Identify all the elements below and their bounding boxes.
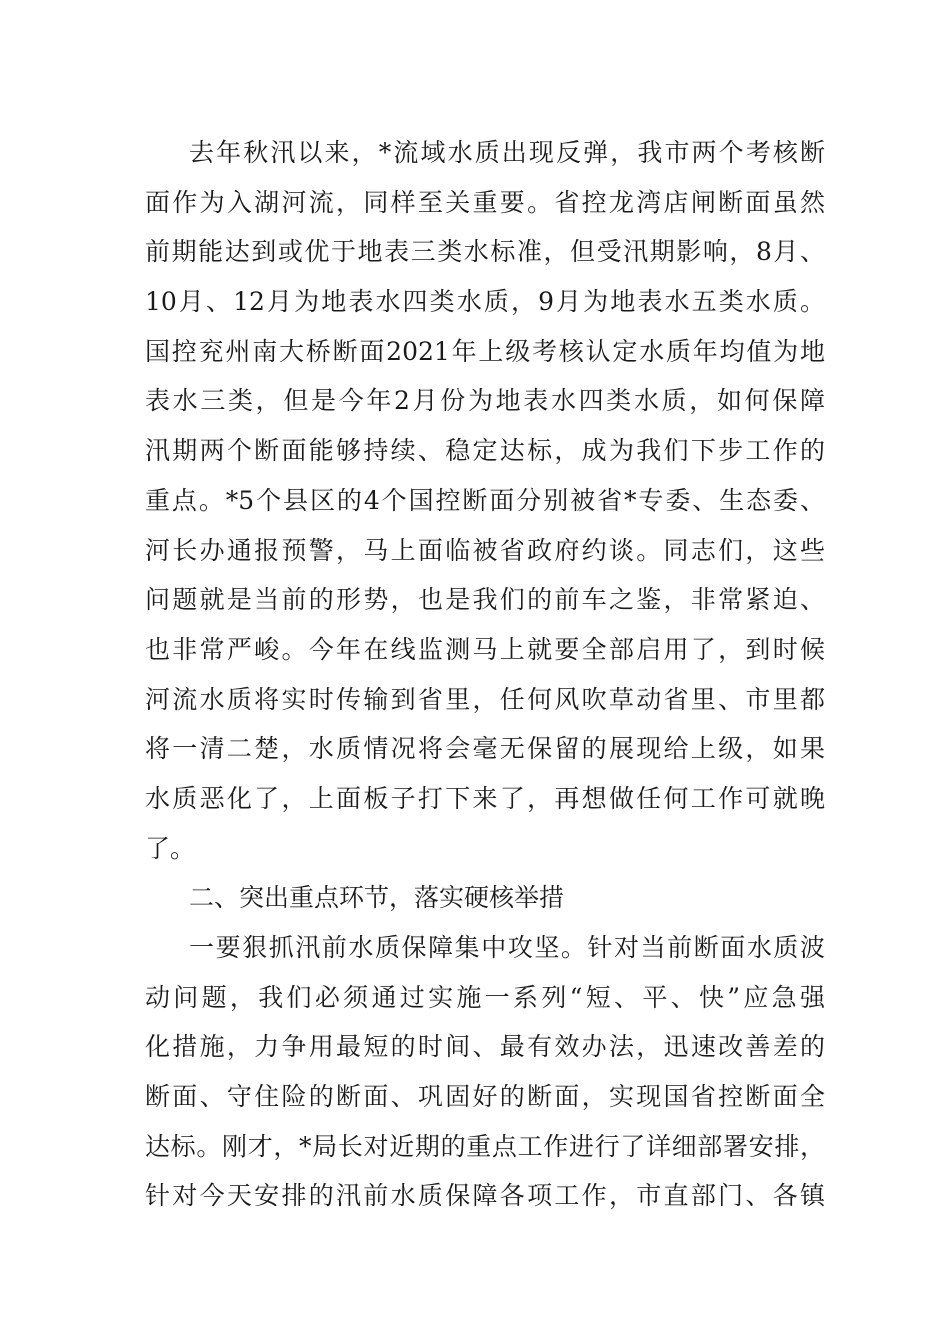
paragraph-line: 将一清二楚，水质情况将会毫无保留的展现给上级，如果 (145, 734, 825, 764)
paragraph-line: 国控兖州南大桥断面2021年上级考核认定水质年均值为地 (145, 336, 825, 366)
paragraph-line: 水质恶化了，上面板子打下来了，再想做任何工作可就晚 (145, 783, 825, 813)
paragraph-line: 动问题，我们必须通过实施一系列“短、平、快”应急强 (145, 982, 825, 1012)
paragraph-line: 河流水质将实时传输到省里，任何风吹草动省里、市里都 (145, 684, 825, 714)
paragraph-line: 化措施，力争用最短的时间、最有效办法，迅速改善差的 (145, 1032, 825, 1062)
paragraph-line: 了。 (145, 833, 196, 863)
paragraph-line: 面作为入湖河流，同样至关重要。省控龙湾店闸断面虽然 (145, 187, 825, 217)
paragraph-line: 前期能达到或优于地表三类水标准，但受汛期影响，8月、 (145, 237, 825, 267)
paragraph-line: 达标。刚才，*局长对近期的重点工作进行了详细部署安排， (145, 1131, 825, 1161)
paragraph-line: 汛期两个断面能够持续、稳定达标，成为我们下步工作的 (145, 436, 825, 466)
paragraph-line: 也非常严峻。今年在线监测马上就要全部启用了，到时候 (145, 634, 825, 664)
paragraph-line: 问题就是当前的形势，也是我们的前车之鉴，非常紧迫、 (145, 585, 825, 615)
paragraph-line: 重点。*5个县区的4个国控断面分别被省*专委、生态委、 (145, 485, 825, 515)
section-heading: 二、突出重点环节，落实硬核举措 (189, 883, 565, 913)
paragraph-line: 一要狠抓汛前水质保障集中攻坚。针对当前断面水质波 (189, 933, 825, 962)
paragraph-line: 针对今天安排的汛前水质保障各项工作，市直部门、各镇 (145, 1181, 825, 1211)
paragraph-line: 河长办通报预警，马上面临被省政府约谈。同志们，这些 (145, 535, 825, 565)
paragraph-line: 断面、守住险的断面、巩固好的断面，实现国省控断面全 (145, 1082, 825, 1112)
body-text (145, 128, 825, 1221)
paragraph-line: 去年秋汛以来，*流域水质出现反弹，我市两个考核断 (189, 138, 825, 167)
paragraph-line: 10月、12月为地表水四类水质，9月为地表水五类水质。 (145, 287, 825, 317)
paragraph-line: 表水三类，但是今年2月份为地表水四类水质，如何保障 (145, 386, 825, 416)
